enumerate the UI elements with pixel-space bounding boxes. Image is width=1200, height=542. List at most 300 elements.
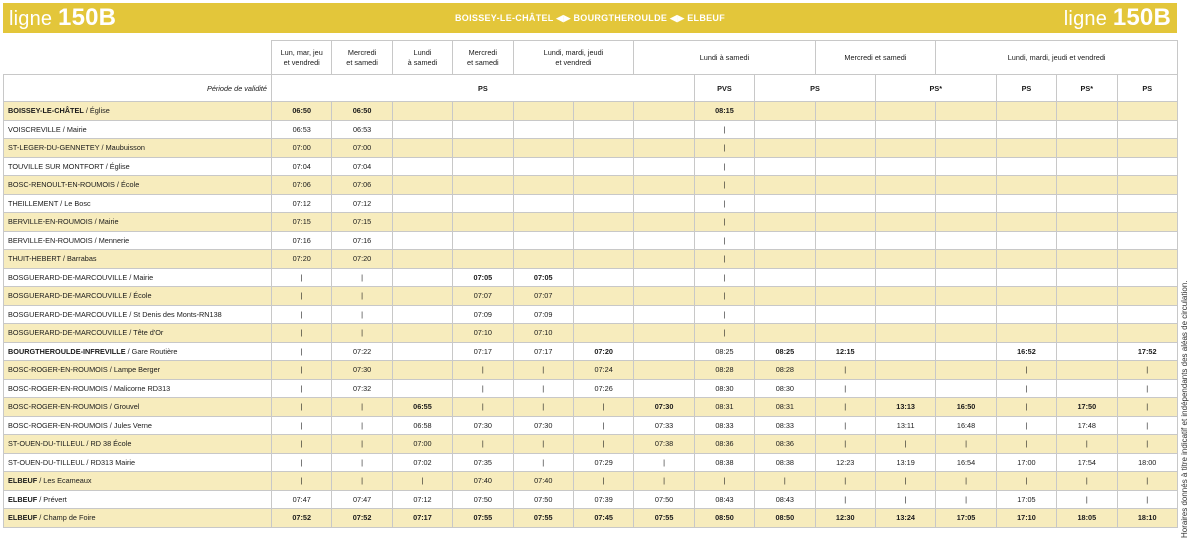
days-header-row bbox=[4, 41, 1178, 75]
time-cell: | bbox=[272, 379, 332, 398]
time-cell bbox=[392, 176, 452, 195]
time-cell: 17:52 bbox=[1117, 342, 1177, 361]
time-cell bbox=[573, 250, 633, 269]
time-cell bbox=[996, 139, 1056, 158]
time-cell: 17:00 bbox=[996, 453, 1056, 472]
stop-row bbox=[4, 213, 1178, 232]
time-cell: | bbox=[272, 324, 332, 343]
time-cell bbox=[573, 139, 633, 158]
time-cell bbox=[936, 176, 996, 195]
time-cell bbox=[815, 139, 875, 158]
stop-name: BOSGUERARD-DE-MARCOUVILLE / St Denis des Monts-RN138 bbox=[4, 305, 272, 324]
time-cell: 07:05 bbox=[453, 268, 513, 287]
time-cell: | bbox=[332, 398, 392, 417]
time-cell: | bbox=[634, 453, 694, 472]
time-cell: 07:52 bbox=[332, 509, 392, 528]
stop-place: Mairie bbox=[133, 272, 154, 282]
time-cell bbox=[936, 342, 996, 361]
day-group-header: Lundi à samedi bbox=[634, 41, 815, 75]
stop-name: BOSGUERARD-DE-MARCOUVILLE / École bbox=[4, 287, 272, 306]
time-cell: | bbox=[996, 361, 1056, 380]
stop-town: THEILLEMENT bbox=[8, 198, 59, 208]
time-cell: 07:15 bbox=[272, 213, 332, 232]
time-cell: | bbox=[332, 287, 392, 306]
time-cell: | bbox=[815, 416, 875, 435]
time-cell bbox=[936, 157, 996, 176]
time-cell: 08:25 bbox=[694, 342, 754, 361]
ligne-number: 150B bbox=[58, 4, 117, 31]
time-cell: | bbox=[1117, 379, 1177, 398]
time-cell bbox=[755, 324, 815, 343]
time-cell bbox=[513, 139, 573, 158]
time-cell bbox=[875, 361, 935, 380]
time-cell bbox=[996, 324, 1056, 343]
time-cell bbox=[936, 213, 996, 232]
stop-row bbox=[4, 472, 1178, 491]
time-cell bbox=[392, 342, 452, 361]
time-cell bbox=[875, 287, 935, 306]
time-cell: | bbox=[272, 361, 332, 380]
time-cell bbox=[755, 250, 815, 269]
time-cell bbox=[996, 120, 1056, 139]
time-cell: | bbox=[694, 250, 754, 269]
stop-place: Tête d'Or bbox=[133, 328, 164, 338]
time-cell bbox=[875, 139, 935, 158]
time-cell bbox=[996, 213, 1056, 232]
time-cell bbox=[755, 268, 815, 287]
time-cell bbox=[755, 120, 815, 139]
time-cell bbox=[453, 194, 513, 213]
time-cell: | bbox=[1117, 398, 1177, 417]
time-cell bbox=[936, 361, 996, 380]
time-cell: 12:30 bbox=[815, 509, 875, 528]
stop-name: BOSC-ROGER-EN-ROUMOIS / Lampe Berger bbox=[4, 361, 272, 380]
stop-place: Gare Routière bbox=[131, 346, 178, 356]
time-cell bbox=[513, 157, 573, 176]
time-cell: | bbox=[875, 490, 935, 509]
time-cell bbox=[815, 213, 875, 232]
time-cell bbox=[634, 305, 694, 324]
time-cell: 07:50 bbox=[453, 490, 513, 509]
time-cell bbox=[936, 379, 996, 398]
time-cell: | bbox=[694, 157, 754, 176]
time-cell: 07:50 bbox=[634, 490, 694, 509]
time-cell bbox=[755, 157, 815, 176]
time-cell bbox=[875, 305, 935, 324]
stop-row bbox=[4, 176, 1178, 195]
time-cell: | bbox=[573, 416, 633, 435]
day-group-header: Mercredi et samedi bbox=[453, 41, 513, 75]
stop-town: BOSGUERARD-DE-MARCOUVILLE bbox=[8, 272, 128, 282]
time-cell: 16:48 bbox=[936, 416, 996, 435]
stop-row bbox=[4, 139, 1178, 158]
time-cell bbox=[1057, 194, 1117, 213]
time-cell bbox=[755, 139, 815, 158]
time-cell: | bbox=[996, 435, 1056, 454]
time-cell: 08:31 bbox=[755, 398, 815, 417]
time-cell bbox=[513, 194, 573, 213]
time-cell: 07:17 bbox=[392, 509, 452, 528]
stop-town: THUIT-HEBERT bbox=[8, 254, 61, 264]
time-cell: 07:26 bbox=[573, 379, 633, 398]
time-cell bbox=[875, 250, 935, 269]
time-cell bbox=[875, 102, 935, 121]
time-cell bbox=[573, 287, 633, 306]
time-cell: 07:16 bbox=[332, 231, 392, 250]
time-cell: | bbox=[453, 379, 513, 398]
time-cell: | bbox=[272, 268, 332, 287]
time-cell bbox=[453, 120, 513, 139]
time-cell bbox=[634, 157, 694, 176]
time-cell bbox=[815, 305, 875, 324]
time-cell: | bbox=[815, 379, 875, 398]
time-cell: 08:30 bbox=[694, 379, 754, 398]
time-cell bbox=[1057, 102, 1117, 121]
timetable bbox=[3, 40, 1178, 528]
time-cell: 06:50 bbox=[272, 102, 332, 121]
stop-place: École bbox=[121, 180, 140, 190]
time-cell bbox=[1057, 379, 1117, 398]
time-cell: | bbox=[694, 324, 754, 343]
stop-town: TOUVILLE SUR MONTFORT bbox=[8, 161, 104, 171]
line-label-left bbox=[9, 4, 116, 32]
time-cell: | bbox=[272, 305, 332, 324]
time-cell: 07:40 bbox=[453, 472, 513, 491]
stop-row bbox=[4, 194, 1178, 213]
time-cell: 17:05 bbox=[936, 509, 996, 528]
time-cell bbox=[996, 176, 1056, 195]
time-cell bbox=[1117, 176, 1177, 195]
time-cell bbox=[1057, 287, 1117, 306]
time-cell bbox=[1117, 268, 1177, 287]
validity-cell: PS bbox=[1117, 75, 1177, 102]
time-cell bbox=[513, 213, 573, 232]
time-cell bbox=[936, 250, 996, 269]
stop-row bbox=[4, 453, 1178, 472]
time-cell: | bbox=[815, 361, 875, 380]
time-cell bbox=[936, 268, 996, 287]
stop-town: BOSGUERARD-DE-MARCOUVILLE bbox=[8, 328, 128, 338]
stop-name: BOURGTHEROULDE-INFREVILLE / Gare Routière bbox=[4, 342, 272, 361]
time-cell: | bbox=[875, 472, 935, 491]
stop-place: Les Ecameaux bbox=[43, 476, 92, 486]
time-cell: | bbox=[513, 453, 573, 472]
time-cell bbox=[573, 120, 633, 139]
time-cell: | bbox=[332, 416, 392, 435]
time-cell: | bbox=[815, 472, 875, 491]
time-cell: 16:54 bbox=[936, 453, 996, 472]
time-cell bbox=[634, 231, 694, 250]
time-cell bbox=[634, 213, 694, 232]
time-cell bbox=[815, 157, 875, 176]
time-cell bbox=[875, 342, 935, 361]
time-cell bbox=[1057, 305, 1117, 324]
stop-name: TOUVILLE SUR MONTFORT / Église bbox=[4, 157, 272, 176]
time-cell: | bbox=[513, 435, 573, 454]
time-cell bbox=[1057, 268, 1117, 287]
time-cell: | bbox=[996, 416, 1056, 435]
stop-row bbox=[4, 398, 1178, 417]
time-cell: | bbox=[573, 435, 633, 454]
time-cell bbox=[815, 102, 875, 121]
stop-place: RD313 Mairie bbox=[90, 457, 136, 467]
time-cell bbox=[634, 194, 694, 213]
time-cell: | bbox=[1117, 416, 1177, 435]
time-cell bbox=[936, 231, 996, 250]
stop-name: ST-LEGER-DU-GENNETEY / Maubuisson bbox=[4, 139, 272, 158]
stop-place: Jules Verne bbox=[113, 420, 152, 430]
time-cell bbox=[1117, 231, 1177, 250]
time-cell bbox=[815, 231, 875, 250]
time-cell bbox=[513, 102, 573, 121]
time-cell: | bbox=[694, 139, 754, 158]
stop-place: Malicorne RD313 bbox=[113, 383, 171, 393]
time-cell: 08:43 bbox=[694, 490, 754, 509]
time-cell: 07:55 bbox=[453, 509, 513, 528]
time-cell: | bbox=[634, 472, 694, 491]
time-cell: 16:52 bbox=[996, 342, 1056, 361]
time-cell: | bbox=[694, 287, 754, 306]
time-cell: 07:52 bbox=[272, 509, 332, 528]
time-cell bbox=[1057, 139, 1117, 158]
time-cell: 08:36 bbox=[755, 435, 815, 454]
time-cell bbox=[1057, 176, 1117, 195]
time-cell bbox=[1117, 157, 1177, 176]
time-cell bbox=[1117, 305, 1177, 324]
time-cell: | bbox=[332, 453, 392, 472]
time-cell: | bbox=[694, 194, 754, 213]
time-cell bbox=[815, 194, 875, 213]
time-cell bbox=[392, 231, 452, 250]
stop-town: BOSGUERARD-DE-MARCOUVILLE bbox=[8, 291, 128, 301]
time-cell: 08:38 bbox=[755, 453, 815, 472]
time-cell: 08:25 bbox=[755, 342, 815, 361]
time-cell: | bbox=[332, 472, 392, 491]
time-cell: | bbox=[513, 398, 573, 417]
time-cell: 08:38 bbox=[694, 453, 754, 472]
stop-row bbox=[4, 268, 1178, 287]
stop-town: BOURGTHEROULDE-INFREVILLE bbox=[8, 346, 126, 356]
time-cell: | bbox=[694, 305, 754, 324]
time-cell: 06:55 bbox=[392, 398, 452, 417]
stop-name: VOISCREVILLE / Mairie bbox=[4, 120, 272, 139]
time-cell bbox=[634, 176, 694, 195]
stop-name: BOSGUERARD-DE-MARCOUVILLE / Tête d'Or bbox=[4, 324, 272, 343]
time-cell bbox=[936, 305, 996, 324]
time-cell bbox=[634, 342, 694, 361]
time-cell bbox=[936, 194, 996, 213]
time-cell: | bbox=[272, 435, 332, 454]
time-cell bbox=[1057, 157, 1117, 176]
time-cell: 07:24 bbox=[573, 361, 633, 380]
time-cell bbox=[755, 287, 815, 306]
stop-town: BOSGUERARD-DE-MARCOUVILLE bbox=[8, 309, 128, 319]
time-cell: 13:24 bbox=[875, 509, 935, 528]
stop-name: BOSC-ROGER-EN-ROUMOIS / Grouvel bbox=[4, 398, 272, 417]
day-group-header: Lundi, mardi, jeudi et vendredi bbox=[936, 41, 1178, 75]
time-cell bbox=[1057, 250, 1117, 269]
time-cell: 07:30 bbox=[513, 416, 573, 435]
time-cell bbox=[996, 250, 1056, 269]
stop-name: BOSC-RENOULT-EN-ROUMOIS / École bbox=[4, 176, 272, 195]
time-cell: | bbox=[573, 398, 633, 417]
time-cell: 08:28 bbox=[755, 361, 815, 380]
time-cell: | bbox=[453, 361, 513, 380]
time-cell bbox=[996, 194, 1056, 213]
time-cell: 06:58 bbox=[392, 416, 452, 435]
time-cell: 07:20 bbox=[332, 250, 392, 269]
time-cell bbox=[936, 120, 996, 139]
stop-town: ST-LEGER-DU-GENNETEY bbox=[8, 143, 100, 153]
time-cell: 17:54 bbox=[1057, 453, 1117, 472]
time-cell: | bbox=[332, 268, 392, 287]
time-cell: 08:33 bbox=[694, 416, 754, 435]
time-cell: 08:50 bbox=[694, 509, 754, 528]
time-cell: 07:04 bbox=[332, 157, 392, 176]
time-cell: 07:10 bbox=[513, 324, 573, 343]
time-cell: | bbox=[272, 287, 332, 306]
time-cell: 07:30 bbox=[453, 416, 513, 435]
stop-town: BOISSEY-LE-CHÂTEL bbox=[8, 106, 84, 116]
time-cell bbox=[453, 139, 513, 158]
time-cell: 17:50 bbox=[1057, 398, 1117, 417]
stop-name: BERVILLE-EN-ROUMOIS / Mairie bbox=[4, 213, 272, 232]
time-cell: | bbox=[513, 379, 573, 398]
time-cell bbox=[1117, 324, 1177, 343]
time-cell: 07:30 bbox=[332, 361, 392, 380]
time-cell: 07:16 bbox=[272, 231, 332, 250]
validity-cell: PS bbox=[272, 75, 695, 102]
time-cell bbox=[1057, 324, 1117, 343]
time-cell: | bbox=[694, 472, 754, 491]
stop-name: BOSC-ROGER-EN-ROUMOIS / Jules Verne bbox=[4, 416, 272, 435]
time-cell: 17:05 bbox=[996, 490, 1056, 509]
time-cell bbox=[996, 231, 1056, 250]
time-cell: | bbox=[272, 416, 332, 435]
time-cell: 07:35 bbox=[453, 453, 513, 472]
time-cell: 18:10 bbox=[1117, 509, 1177, 528]
time-cell bbox=[996, 287, 1056, 306]
stop-town: ELBEUF bbox=[8, 476, 38, 486]
stop-name: BOSGUERARD-DE-MARCOUVILLE / Mairie bbox=[4, 268, 272, 287]
time-cell bbox=[573, 157, 633, 176]
time-cell: | bbox=[332, 435, 392, 454]
time-cell bbox=[392, 157, 452, 176]
time-cell bbox=[634, 139, 694, 158]
time-cell bbox=[996, 157, 1056, 176]
time-cell: 07:00 bbox=[332, 139, 392, 158]
time-cell bbox=[392, 102, 452, 121]
time-cell: 08:43 bbox=[755, 490, 815, 509]
time-cell bbox=[1057, 120, 1117, 139]
time-cell: | bbox=[1057, 490, 1117, 509]
time-cell bbox=[634, 361, 694, 380]
stop-row bbox=[4, 435, 1178, 454]
time-cell: 17:48 bbox=[1057, 416, 1117, 435]
time-cell: | bbox=[755, 472, 815, 491]
time-cell bbox=[875, 157, 935, 176]
stop-place: RD 38 École bbox=[90, 439, 132, 449]
line-banner bbox=[3, 3, 1177, 33]
time-cell: | bbox=[694, 231, 754, 250]
time-cell: 07:33 bbox=[634, 416, 694, 435]
stop-row bbox=[4, 231, 1178, 250]
time-cell bbox=[996, 102, 1056, 121]
stop-name: THUIT-HEBERT / Barrabas bbox=[4, 250, 272, 269]
time-cell: | bbox=[1117, 435, 1177, 454]
time-cell: 08:36 bbox=[694, 435, 754, 454]
stop-name: ELBEUF / Les Ecameaux bbox=[4, 472, 272, 491]
time-cell bbox=[392, 250, 452, 269]
time-cell bbox=[453, 176, 513, 195]
stop-place: Barrabas bbox=[66, 254, 97, 264]
stop-place: École bbox=[133, 291, 152, 301]
time-cell bbox=[1117, 102, 1177, 121]
time-cell bbox=[453, 231, 513, 250]
stop-town: VOISCREVILLE bbox=[8, 124, 61, 134]
time-cell bbox=[875, 379, 935, 398]
time-cell: 07:09 bbox=[453, 305, 513, 324]
validity-cell: PS bbox=[996, 75, 1056, 102]
time-cell bbox=[392, 139, 452, 158]
time-cell bbox=[634, 268, 694, 287]
time-cell: | bbox=[815, 398, 875, 417]
time-cell bbox=[815, 250, 875, 269]
time-cell: | bbox=[453, 398, 513, 417]
time-cell: | bbox=[875, 435, 935, 454]
time-cell: | bbox=[272, 453, 332, 472]
time-cell: 07:47 bbox=[332, 490, 392, 509]
time-cell: 07:50 bbox=[513, 490, 573, 509]
stop-town: ELBEUF bbox=[8, 494, 38, 504]
time-cell bbox=[573, 213, 633, 232]
time-cell: | bbox=[392, 472, 452, 491]
time-cell bbox=[392, 305, 452, 324]
stop-row bbox=[4, 509, 1178, 528]
time-cell: | bbox=[694, 176, 754, 195]
time-cell: | bbox=[996, 472, 1056, 491]
time-cell: 07:07 bbox=[513, 287, 573, 306]
time-cell: | bbox=[1057, 435, 1117, 454]
time-cell: 13:13 bbox=[875, 398, 935, 417]
time-cell: 07:40 bbox=[513, 472, 573, 491]
time-cell bbox=[392, 194, 452, 213]
day-group-header: Lundi, mardi, jeudi et vendredi bbox=[513, 41, 634, 75]
stop-name: BOISSEY-LE-CHÂTEL / Église bbox=[4, 102, 272, 121]
time-cell: 08:15 bbox=[694, 102, 754, 121]
time-cell bbox=[573, 268, 633, 287]
stop-place: Maubuisson bbox=[105, 143, 145, 153]
time-cell: 08:31 bbox=[694, 398, 754, 417]
stop-town: ST-OUEN-DU-TILLEUL bbox=[8, 439, 85, 449]
time-cell bbox=[573, 102, 633, 121]
time-cell bbox=[392, 268, 452, 287]
time-cell: 17:10 bbox=[996, 509, 1056, 528]
time-cell bbox=[392, 324, 452, 343]
time-cell: 07:12 bbox=[332, 194, 392, 213]
time-cell bbox=[1057, 231, 1117, 250]
time-cell bbox=[815, 120, 875, 139]
stop-row bbox=[4, 305, 1178, 324]
time-cell bbox=[875, 194, 935, 213]
time-cell bbox=[573, 305, 633, 324]
time-cell: | bbox=[694, 120, 754, 139]
time-cell bbox=[634, 324, 694, 343]
route-title: BOISSEY-LE-CHÂTEL ◀▶ BOURGTHEROULDE ◀▶ ELBEUF bbox=[454, 12, 726, 23]
stop-row bbox=[4, 361, 1178, 380]
time-cell bbox=[634, 120, 694, 139]
time-cell: 07:12 bbox=[392, 490, 452, 509]
